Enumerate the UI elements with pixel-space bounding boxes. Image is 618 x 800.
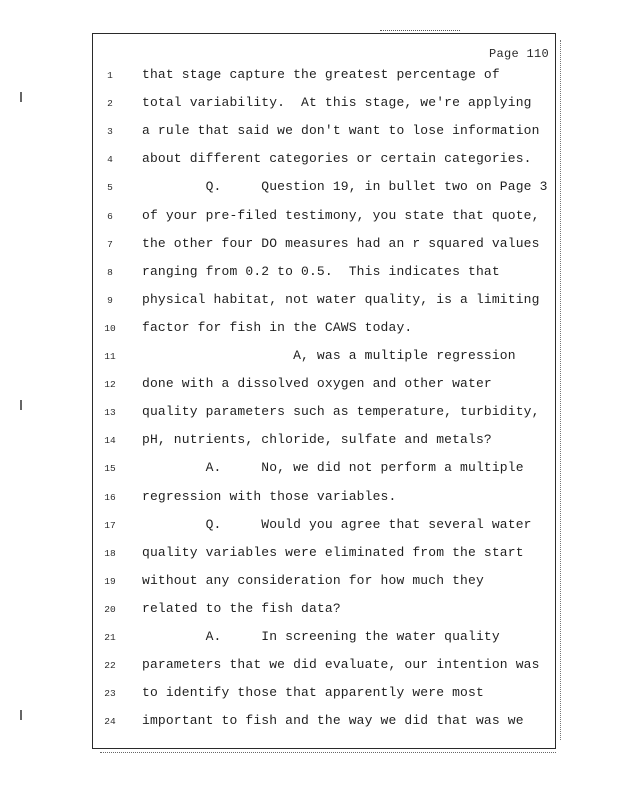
line-number: 13 <box>104 407 116 419</box>
line-number: 4 <box>107 154 113 166</box>
transcript-line <box>93 67 553 87</box>
line-text: done with a dissolved oxygen and other water <box>142 376 492 392</box>
line-number: 23 <box>104 688 116 700</box>
transcript-line <box>93 376 553 396</box>
line-number: 9 <box>107 294 113 306</box>
transcript-line <box>93 601 553 621</box>
line-text: A. No, we did not perform a multiple <box>142 460 524 476</box>
transcript-line <box>93 629 553 649</box>
transcript-line <box>93 264 553 284</box>
line-number: 20 <box>104 603 116 615</box>
line-number: 3 <box>107 126 113 138</box>
line-text: a rule that said we don't want to lose information <box>142 123 540 139</box>
line-text: ranging from 0.2 to 0.5. This indicates that <box>142 263 500 279</box>
line-number: 6 <box>107 210 113 222</box>
line-number: 21 <box>104 632 116 643</box>
transcript-line <box>93 432 553 452</box>
line-text: that stage capture the greatest percentage of <box>142 67 500 82</box>
scan-artifact-right <box>560 40 563 740</box>
line-text: factor for fish in the CAWS today. <box>142 319 413 335</box>
line-text: to identify those that apparently were most <box>142 685 484 701</box>
line-number: 7 <box>107 238 113 250</box>
margin-mark <box>20 400 22 410</box>
transcript-line <box>93 236 553 256</box>
line-text: the other four DO measures had an r squared values <box>142 235 540 251</box>
line-number: 19 <box>104 575 116 587</box>
line-text: A. In screening the water quality <box>142 629 500 644</box>
transcript-line <box>93 460 553 480</box>
line-number: 18 <box>104 547 116 559</box>
transcript-line <box>93 292 553 312</box>
transcript-line <box>93 320 553 340</box>
line-number: 16 <box>104 491 116 503</box>
transcript-line <box>93 123 553 143</box>
line-text: important to fish and the way we did that was we <box>142 713 524 729</box>
line-text: about different categories or certain categories. <box>142 151 532 167</box>
transcript-page <box>92 33 556 749</box>
line-number: 2 <box>107 98 113 110</box>
line-text: Q. Would you agree that several water <box>142 516 532 532</box>
transcript-line <box>93 657 553 677</box>
line-number: 22 <box>104 660 116 672</box>
page-number: Page 110 <box>488 47 549 61</box>
line-text: related to the fish data? <box>142 600 341 616</box>
line-text: physical habitat, not water quality, is a limiting <box>142 291 540 307</box>
margin-mark <box>20 710 22 720</box>
line-number: 17 <box>104 519 116 531</box>
transcript-line <box>93 404 553 424</box>
line-text: A, was a multiple regression <box>142 348 516 363</box>
line-text: without any consideration for how much they <box>142 572 484 588</box>
transcript-line <box>93 95 553 115</box>
line-text: quality parameters such as temperature, turbidity, <box>142 404 540 420</box>
transcript-line <box>93 545 553 565</box>
line-number: 10 <box>104 322 116 334</box>
line-text: total variability. At this stage, we're applying <box>142 95 532 111</box>
line-text: quality variables were eliminated from the start <box>142 544 524 560</box>
transcript-line <box>93 489 553 509</box>
transcript-line <box>93 179 553 199</box>
line-number: 24 <box>104 716 116 728</box>
transcript-line <box>93 713 553 733</box>
line-number: 11 <box>104 351 116 362</box>
margin-mark <box>20 92 22 102</box>
transcript-line <box>93 208 553 228</box>
line-number: 8 <box>107 266 113 278</box>
transcript-line <box>93 348 553 368</box>
transcript-line <box>93 685 553 705</box>
line-text: Q. Question 19, in bullet two on Page 3 <box>142 179 548 195</box>
line-text: regression with those variables. <box>142 488 397 504</box>
transcript-line <box>93 517 553 537</box>
line-number: 1 <box>107 70 113 81</box>
transcript-line <box>93 151 553 171</box>
scan-artifact-bottom <box>100 752 556 755</box>
line-number: 14 <box>104 435 116 447</box>
transcript-line <box>93 573 553 593</box>
line-text: of your pre-filed testimony, you state that quote, <box>142 207 540 223</box>
line-number: 12 <box>104 379 116 391</box>
line-number: 5 <box>107 182 113 194</box>
line-text: pH, nutrients, chloride, sulfate and metals? <box>142 432 492 448</box>
line-number: 15 <box>104 463 116 475</box>
line-text: parameters that we did evaluate, our intention was <box>142 657 540 673</box>
